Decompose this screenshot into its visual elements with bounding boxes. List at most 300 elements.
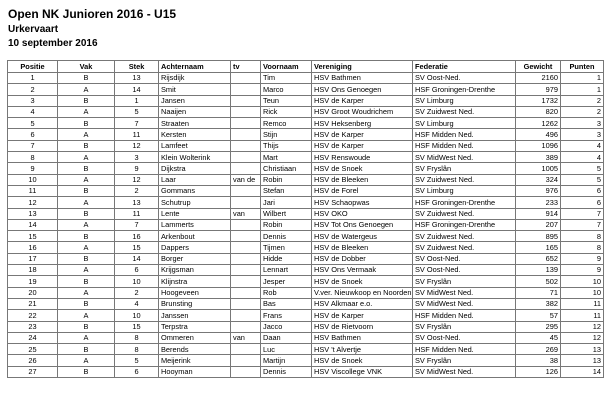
- cell-gewicht: 165: [516, 242, 561, 253]
- table-row: [8, 231, 604, 242]
- cell-tv: [231, 73, 261, 84]
- cell-voornaam: Dennis: [261, 366, 312, 377]
- cell-achternaam: Dappers: [159, 242, 231, 253]
- cell-achternaam: Kersten: [159, 129, 231, 140]
- cell-vak: A: [58, 355, 115, 366]
- cell-vak: B: [58, 366, 115, 377]
- table-row: [8, 140, 604, 151]
- cell-punten: 9: [561, 253, 604, 264]
- cell-punten: 10: [561, 287, 604, 298]
- cell-punten: 4: [561, 140, 604, 151]
- cell-tv: [231, 84, 261, 95]
- cell-positie: 17: [8, 253, 58, 264]
- cell-stek: 14: [115, 253, 159, 264]
- cell-voornaam: Rick: [261, 106, 312, 117]
- cell-gewicht: 38: [516, 355, 561, 366]
- cell-tv: [231, 355, 261, 366]
- cell-vereniging: HSV Groot Woudrichem: [312, 106, 413, 117]
- cell-vereniging: HSV Bathmen: [312, 73, 413, 84]
- cell-vak: A: [58, 152, 115, 163]
- cell-vak: A: [58, 265, 115, 276]
- table-row: [8, 118, 604, 129]
- cell-voornaam: Frans: [261, 310, 312, 321]
- cell-vereniging: HSV de Snoek: [312, 163, 413, 174]
- cell-positie: 22: [8, 310, 58, 321]
- cell-vereniging: HSV Bathmen: [312, 332, 413, 343]
- cell-achternaam: Klein Wolterink: [159, 152, 231, 163]
- cell-positie: 10: [8, 174, 58, 185]
- cell-gewicht: 1262: [516, 118, 561, 129]
- header-row: [8, 61, 604, 73]
- cell-stek: 5: [115, 355, 159, 366]
- cell-vak: A: [58, 219, 115, 230]
- results-table: [7, 60, 604, 378]
- cell-stek: 8: [115, 344, 159, 355]
- cell-positie: 27: [8, 366, 58, 377]
- cell-stek: 2: [115, 287, 159, 298]
- cell-gewicht: 652: [516, 253, 561, 264]
- cell-tv: [231, 152, 261, 163]
- cell-voornaam: Marco: [261, 84, 312, 95]
- cell-positie: 12: [8, 197, 58, 208]
- cell-achternaam: Brunsting: [159, 298, 231, 309]
- cell-voornaam: Mart: [261, 152, 312, 163]
- table-row: [8, 332, 604, 343]
- cell-vak: A: [58, 242, 115, 253]
- date: 10 september 2016: [8, 38, 98, 49]
- table-row: [8, 287, 604, 298]
- cell-punten: 9: [561, 265, 604, 276]
- table-row: [8, 355, 604, 366]
- cell-stek: 7: [115, 219, 159, 230]
- cell-achternaam: Borger: [159, 253, 231, 264]
- cell-federatie: HSF Groningen-Drenthe: [413, 197, 516, 208]
- cell-voornaam: Remco: [261, 118, 312, 129]
- cell-positie: 14: [8, 219, 58, 230]
- table-row: [8, 129, 604, 140]
- cell-voornaam: Tim: [261, 73, 312, 84]
- cell-positie: 7: [8, 140, 58, 151]
- col-header-tv: tv: [231, 61, 261, 73]
- cell-gewicht: 979: [516, 84, 561, 95]
- cell-achternaam: Klijnstra: [159, 276, 231, 287]
- cell-gewicht: 502: [516, 276, 561, 287]
- cell-stek: 12: [115, 174, 159, 185]
- cell-punten: 4: [561, 152, 604, 163]
- cell-achternaam: Straaten: [159, 118, 231, 129]
- cell-federatie: SV MidWest Ned.: [413, 287, 516, 298]
- cell-achternaam: Janssen: [159, 310, 231, 321]
- col-header-stek: Stek: [115, 61, 159, 73]
- cell-tv: [231, 321, 261, 332]
- cell-positie: 3: [8, 95, 58, 106]
- cell-voornaam: Martijn: [261, 355, 312, 366]
- cell-voornaam: Tijmen: [261, 242, 312, 253]
- table-row: [8, 344, 604, 355]
- cell-stek: 4: [115, 298, 159, 309]
- cell-stek: 10: [115, 276, 159, 287]
- cell-positie: 8: [8, 152, 58, 163]
- cell-stek: 11: [115, 129, 159, 140]
- cell-gewicht: 382: [516, 298, 561, 309]
- cell-vereniging: HSV Schaopwas: [312, 197, 413, 208]
- cell-gewicht: 1732: [516, 95, 561, 106]
- cell-tv: [231, 366, 261, 377]
- col-header-punten: Punten: [561, 61, 604, 73]
- table-row: [8, 321, 604, 332]
- cell-stek: 13: [115, 197, 159, 208]
- cell-tv: [231, 310, 261, 321]
- cell-achternaam: Hoogeveen: [159, 287, 231, 298]
- cell-vak: B: [58, 163, 115, 174]
- cell-gewicht: 269: [516, 344, 561, 355]
- cell-vak: B: [58, 73, 115, 84]
- cell-tv: [231, 95, 261, 106]
- cell-federatie: SV Oost-Ned.: [413, 253, 516, 264]
- table-row: [8, 219, 604, 230]
- cell-gewicht: 324: [516, 174, 561, 185]
- cell-voornaam: Dennis: [261, 231, 312, 242]
- cell-stek: 11: [115, 208, 159, 219]
- cell-vereniging: HSV Renswoude: [312, 152, 413, 163]
- cell-vereniging: HSV de Bleeken: [312, 174, 413, 185]
- cell-stek: 5: [115, 106, 159, 117]
- cell-positie: 11: [8, 185, 58, 196]
- cell-federatie: HSF Groningen-Drenthe: [413, 84, 516, 95]
- col-header-achternaam: Achternaam: [159, 61, 231, 73]
- cell-punten: 7: [561, 208, 604, 219]
- cell-vak: B: [58, 185, 115, 196]
- cell-punten: 13: [561, 355, 604, 366]
- table-row: [8, 95, 604, 106]
- cell-vereniging: HSV de Rietvoorn: [312, 321, 413, 332]
- cell-achternaam: Arkenbout: [159, 231, 231, 242]
- cell-punten: 1: [561, 84, 604, 95]
- cell-achternaam: Krijgsman: [159, 265, 231, 276]
- cell-vereniging: HSV de Karper: [312, 95, 413, 106]
- cell-stek: 16: [115, 231, 159, 242]
- cell-vereniging: HSV OKO: [312, 208, 413, 219]
- cell-achternaam: Gommans: [159, 185, 231, 196]
- cell-achternaam: Lammerts: [159, 219, 231, 230]
- cell-achternaam: Rijsdijk: [159, 73, 231, 84]
- cell-stek: 6: [115, 366, 159, 377]
- table-row: [8, 265, 604, 276]
- cell-federatie: SV Fryslân: [413, 355, 516, 366]
- col-header-positie: Positie: [8, 61, 58, 73]
- cell-vak: A: [58, 332, 115, 343]
- cell-stek: 6: [115, 265, 159, 276]
- table-row: [8, 84, 604, 95]
- cell-punten: 12: [561, 321, 604, 332]
- cell-voornaam: Rob: [261, 287, 312, 298]
- cell-voornaam: Daan: [261, 332, 312, 343]
- cell-federatie: SV Oost-Ned.: [413, 332, 516, 343]
- cell-gewicht: 295: [516, 321, 561, 332]
- cell-positie: 16: [8, 242, 58, 253]
- cell-gewicht: 1005: [516, 163, 561, 174]
- cell-vereniging: HSV Tot Ons Genoegen: [312, 219, 413, 230]
- cell-gewicht: 2160: [516, 73, 561, 84]
- cell-tv: [231, 219, 261, 230]
- cell-federatie: HSF Midden Ned.: [413, 310, 516, 321]
- cell-federatie: SV Limburg: [413, 95, 516, 106]
- cell-voornaam: Thijs: [261, 140, 312, 151]
- cell-vak: A: [58, 106, 115, 117]
- cell-punten: 5: [561, 174, 604, 185]
- cell-vereniging: HSV de Forel: [312, 185, 413, 196]
- cell-vereniging: HSV de Karper: [312, 140, 413, 151]
- cell-positie: 18: [8, 265, 58, 276]
- page-title: Open NK Junioren 2016 - U15: [8, 7, 177, 21]
- cell-voornaam: Wilbert: [261, 208, 312, 219]
- cell-gewicht: 914: [516, 208, 561, 219]
- cell-vak: B: [58, 298, 115, 309]
- cell-achternaam: Smit: [159, 84, 231, 95]
- cell-federatie: SV Fryslân: [413, 163, 516, 174]
- cell-tv: [231, 118, 261, 129]
- cell-stek: 15: [115, 242, 159, 253]
- cell-achternaam: Dijkstra: [159, 163, 231, 174]
- cell-vak: B: [58, 208, 115, 219]
- cell-gewicht: 496: [516, 129, 561, 140]
- cell-gewicht: 895: [516, 231, 561, 242]
- cell-tv: van: [231, 332, 261, 343]
- cell-vereniging: HSV de Karper: [312, 129, 413, 140]
- table-row: [8, 174, 604, 185]
- cell-achternaam: Lamfeet: [159, 140, 231, 151]
- cell-achternaam: Jansen: [159, 95, 231, 106]
- cell-voornaam: Jacco: [261, 321, 312, 332]
- cell-vereniging: HSV Alkmaar e.o.: [312, 298, 413, 309]
- table-row: [8, 298, 604, 309]
- cell-vak: A: [58, 310, 115, 321]
- cell-positie: 13: [8, 208, 58, 219]
- cell-voornaam: Stijn: [261, 129, 312, 140]
- cell-voornaam: Christiaan: [261, 163, 312, 174]
- cell-tv: van de: [231, 174, 261, 185]
- cell-achternaam: Lente: [159, 208, 231, 219]
- cell-achternaam: Ommeren: [159, 332, 231, 343]
- cell-stek: 7: [115, 118, 159, 129]
- cell-voornaam: Robin: [261, 219, 312, 230]
- cell-vereniging: HSV Ons Vermaak: [312, 265, 413, 276]
- cell-stek: 1: [115, 95, 159, 106]
- cell-positie: 6: [8, 129, 58, 140]
- cell-vereniging: V.ver. Nieuwkoop en Noorden: [312, 287, 413, 298]
- cell-tv: [231, 163, 261, 174]
- cell-federatie: HSF Groningen-Drenthe: [413, 219, 516, 230]
- cell-achternaam: Meijerink: [159, 355, 231, 366]
- cell-federatie: SV Zuidwest Ned.: [413, 231, 516, 242]
- cell-tv: [231, 242, 261, 253]
- cell-punten: 6: [561, 197, 604, 208]
- cell-voornaam: Hidde: [261, 253, 312, 264]
- cell-voornaam: Bas: [261, 298, 312, 309]
- cell-voornaam: Teun: [261, 95, 312, 106]
- cell-federatie: SV Oost-Ned.: [413, 265, 516, 276]
- table-row: [8, 163, 604, 174]
- cell-vak: A: [58, 197, 115, 208]
- cell-gewicht: 820: [516, 106, 561, 117]
- cell-punten: 11: [561, 310, 604, 321]
- cell-federatie: SV Limburg: [413, 118, 516, 129]
- cell-federatie: SV Limburg: [413, 185, 516, 196]
- cell-vak: B: [58, 253, 115, 264]
- table-row: [8, 208, 604, 219]
- cell-positie: 15: [8, 231, 58, 242]
- cell-positie: 26: [8, 355, 58, 366]
- cell-federatie: SV Zuidwest Ned.: [413, 106, 516, 117]
- cell-federatie: SV MidWest Ned.: [413, 366, 516, 377]
- cell-vak: B: [58, 140, 115, 151]
- table-row: [8, 73, 604, 84]
- cell-gewicht: 57: [516, 310, 561, 321]
- cell-tv: [231, 265, 261, 276]
- cell-punten: 5: [561, 163, 604, 174]
- cell-federatie: SV MidWest Ned.: [413, 298, 516, 309]
- cell-federatie: SV Fryslân: [413, 276, 516, 287]
- col-header-vereniging: Vereniging: [312, 61, 413, 73]
- cell-tv: [231, 140, 261, 151]
- cell-gewicht: 45: [516, 332, 561, 343]
- cell-tv: [231, 129, 261, 140]
- cell-vak: A: [58, 287, 115, 298]
- cell-vak: B: [58, 231, 115, 242]
- cell-positie: 23: [8, 321, 58, 332]
- cell-achternaam: Laar: [159, 174, 231, 185]
- cell-vak: B: [58, 321, 115, 332]
- cell-gewicht: 207: [516, 219, 561, 230]
- cell-federatie: SV MidWest Ned.: [413, 152, 516, 163]
- location: Urkervaart: [8, 24, 59, 35]
- cell-vak: A: [58, 174, 115, 185]
- cell-stek: 9: [115, 163, 159, 174]
- cell-voornaam: Lennart: [261, 265, 312, 276]
- cell-stek: 10: [115, 310, 159, 321]
- cell-punten: 7: [561, 219, 604, 230]
- cell-positie: 2: [8, 84, 58, 95]
- cell-gewicht: 233: [516, 197, 561, 208]
- cell-tv: [231, 185, 261, 196]
- cell-stek: 2: [115, 185, 159, 196]
- cell-gewicht: 976: [516, 185, 561, 196]
- cell-gewicht: 126: [516, 366, 561, 377]
- table-row: [8, 310, 604, 321]
- cell-punten: 14: [561, 366, 604, 377]
- cell-tv: [231, 253, 261, 264]
- cell-positie: 21: [8, 298, 58, 309]
- cell-positie: 9: [8, 163, 58, 174]
- cell-punten: 8: [561, 242, 604, 253]
- cell-vereniging: HSV de Dobber: [312, 253, 413, 264]
- cell-federatie: SV Zuidwest Ned.: [413, 242, 516, 253]
- cell-positie: 25: [8, 344, 58, 355]
- cell-punten: 8: [561, 231, 604, 242]
- cell-punten: 3: [561, 129, 604, 140]
- table-row: [8, 185, 604, 196]
- col-header-gewicht: Gewicht: [516, 61, 561, 73]
- cell-tv: van: [231, 208, 261, 219]
- cell-vak: B: [58, 276, 115, 287]
- cell-achternaam: Berends: [159, 344, 231, 355]
- cell-tv: [231, 231, 261, 242]
- cell-gewicht: 139: [516, 265, 561, 276]
- cell-gewicht: 71: [516, 287, 561, 298]
- cell-punten: 2: [561, 95, 604, 106]
- cell-positie: 5: [8, 118, 58, 129]
- cell-gewicht: 1096: [516, 140, 561, 151]
- cell-achternaam: Terpstra: [159, 321, 231, 332]
- cell-stek: 12: [115, 140, 159, 151]
- cell-vak: B: [58, 118, 115, 129]
- cell-vereniging: HSV de Snoek: [312, 355, 413, 366]
- cell-positie: 1: [8, 73, 58, 84]
- cell-vak: A: [58, 129, 115, 140]
- cell-vereniging: HSV Heksenberg: [312, 118, 413, 129]
- cell-punten: 6: [561, 185, 604, 196]
- col-header-vak: Vak: [58, 61, 115, 73]
- cell-gewicht: 389: [516, 152, 561, 163]
- cell-vereniging: HSV 't Alvertje: [312, 344, 413, 355]
- cell-punten: 13: [561, 344, 604, 355]
- table-row: [8, 197, 604, 208]
- cell-vak: B: [58, 95, 115, 106]
- cell-federatie: SV Zuidwest Ned.: [413, 174, 516, 185]
- table-row: [8, 242, 604, 253]
- cell-achternaam: Naaijen: [159, 106, 231, 117]
- cell-punten: 2: [561, 106, 604, 117]
- cell-tv: [231, 197, 261, 208]
- cell-tv: [231, 298, 261, 309]
- table-row: [8, 152, 604, 163]
- cell-tv: [231, 106, 261, 117]
- cell-federatie: SV Oost-Ned.: [413, 73, 516, 84]
- cell-vereniging: HSV de Bleeken: [312, 242, 413, 253]
- cell-voornaam: Robin: [261, 174, 312, 185]
- cell-voornaam: Jesper: [261, 276, 312, 287]
- table-row: [8, 106, 604, 117]
- cell-achternaam: Schutrup: [159, 197, 231, 208]
- cell-punten: 1: [561, 73, 604, 84]
- cell-federatie: SV Fryslân: [413, 321, 516, 332]
- col-header-federatie: Federatie: [413, 61, 516, 73]
- cell-positie: 20: [8, 287, 58, 298]
- cell-vak: B: [58, 344, 115, 355]
- cell-stek: 13: [115, 73, 159, 84]
- cell-tv: [231, 287, 261, 298]
- cell-positie: 19: [8, 276, 58, 287]
- col-header-voornaam: Voornaam: [261, 61, 312, 73]
- table-row: [8, 276, 604, 287]
- cell-federatie: SV Zuidwest Ned.: [413, 208, 516, 219]
- cell-tv: [231, 276, 261, 287]
- cell-vereniging: HSV de Snoek: [312, 276, 413, 287]
- cell-stek: 3: [115, 152, 159, 163]
- cell-stek: 15: [115, 321, 159, 332]
- cell-punten: 11: [561, 298, 604, 309]
- cell-vereniging: HSV de Watergeus: [312, 231, 413, 242]
- cell-voornaam: Stefan: [261, 185, 312, 196]
- cell-punten: 10: [561, 276, 604, 287]
- cell-punten: 3: [561, 118, 604, 129]
- cell-voornaam: Jari: [261, 197, 312, 208]
- table-row: [8, 253, 604, 264]
- cell-vak: A: [58, 84, 115, 95]
- table-row: [8, 366, 604, 377]
- cell-vereniging: HSV de Karper: [312, 310, 413, 321]
- cell-voornaam: Luc: [261, 344, 312, 355]
